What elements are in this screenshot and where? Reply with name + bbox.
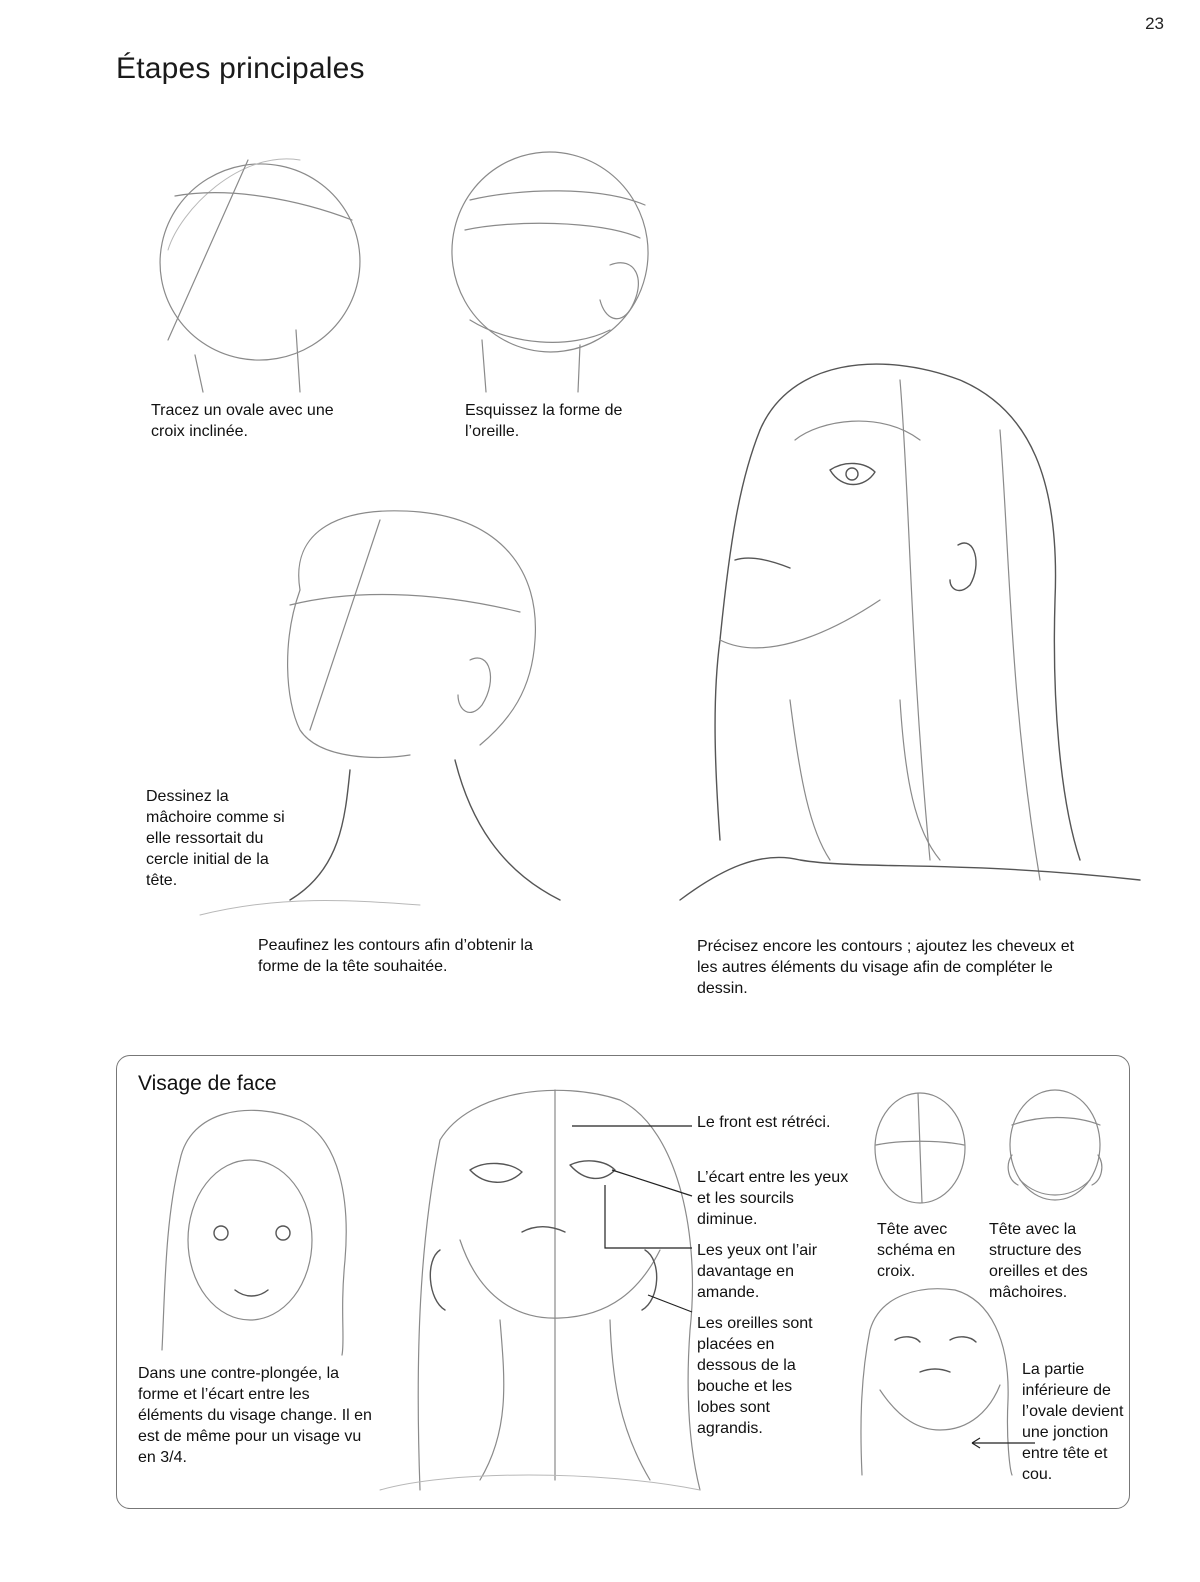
step5-caption: Précisez encore les contours ; ajoutez les cheveux et les autres éléments du visage afin de compléter le dessin. [697, 938, 1075, 997]
annotation-almond-eyes: Les yeux ont l’air davantage en amande. [697, 1242, 818, 1301]
step5-finished-sketch [680, 364, 1140, 900]
caption-cross-head: Tête avec schéma en croix. [877, 1221, 956, 1280]
annotation-ears: Les oreilles sont placées en dessous de la bouche et les lobes sont agrandis. [697, 1315, 813, 1437]
front-view-title: Visage de face [138, 1072, 277, 1095]
front-view-intro: Dans une contre-plongée, la forme et l’écart entre les éléments du visage change. Il en est de même pour un visage vu en 3/4. [138, 1365, 372, 1466]
caption-lower-oval: La partie inférieure de l’ovale devient une jonction entre tête et cou. [1022, 1361, 1124, 1483]
annotation-forehead: Le front est rétréci. [697, 1114, 831, 1131]
annotation-eye-brow-gap: L’écart entre les yeux et les sourcils diminue. [697, 1169, 849, 1228]
page-number: 23 [1145, 14, 1164, 33]
step1-oval-sketch [145, 148, 376, 392]
caption-ear-jaw-head: Tête avec la structure des oreilles et des mâchoires. [989, 1221, 1088, 1301]
step2-caption: Esquissez la forme de l’oreille. [465, 402, 623, 440]
step4-caption: Peaufinez les contours afin d’obtenir la forme de la tête souhaitée. [258, 937, 533, 975]
page-title: Étapes principales [116, 52, 365, 85]
step3-caption: Dessinez la mâchoire comme si elle ressortait du cercle initial de la tête. [146, 788, 285, 889]
step1-caption: Tracez un ovale avec une croix inclinée. [151, 402, 334, 440]
step2-ear-sketch [439, 139, 661, 392]
